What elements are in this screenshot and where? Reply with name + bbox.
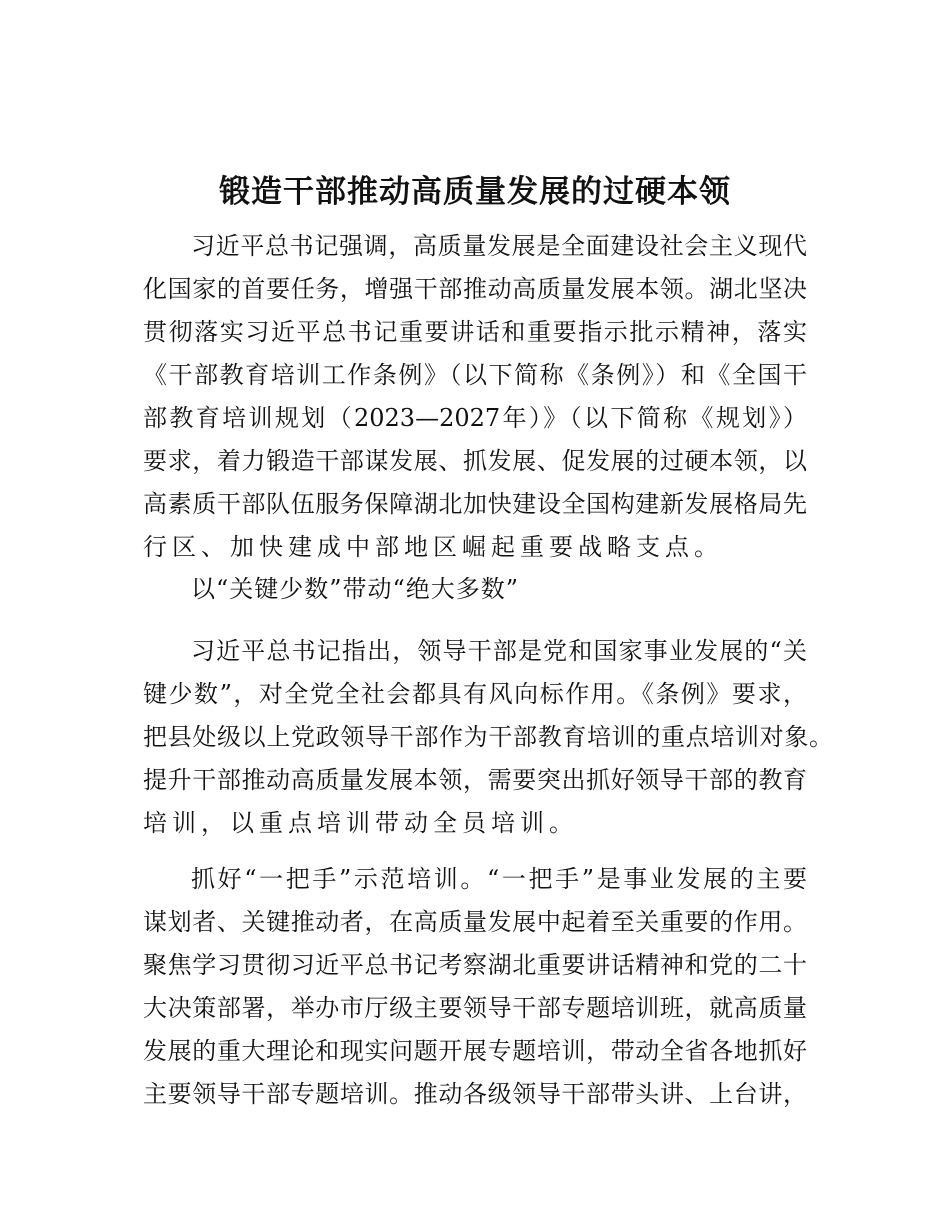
paragraph-1-line: 化国家的首要任务，增强干部推动高质量发展本领。湖北坚决	[143, 275, 807, 303]
paragraph-1-line: 部教育培训规划（2023—2027年）》（以下简称《规划》）	[143, 404, 807, 432]
paragraph-1-line: 行区、加快建成中部地区崛起重要战略支点。	[143, 533, 723, 561]
paragraph-2-line: 键少数”，对全党全社会都具有风向标作用。《条例》要求，	[143, 680, 807, 708]
paragraph-1-line: 《干部教育培训工作条例》（以下简称《条例》）和《全国干	[143, 361, 807, 389]
paragraph-3-line: 抓好“一把手”示范培训。“一把手”是事业发展的主要	[191, 865, 807, 893]
paragraph-3-line: 谋划者、关键推动者，在高质量发展中起着至关重要的作用。	[143, 908, 807, 936]
paragraph-3-line: 大决策部署，举办市厅级主要领导干部专题培训班，就高质量	[143, 994, 807, 1022]
paragraph-2-line: 把县处级以上党政领导干部作为干部教育培训的重点培训对象。	[143, 723, 833, 751]
paragraph-3-line: 聚焦学习贯彻习近平总书记考察湖北重要讲话精神和党的二十	[143, 951, 807, 979]
paragraph-3-line: 发展的重大理论和现实问题开展专题培训，带动全省各地抓好	[143, 1037, 807, 1065]
section-heading: 以“关键少数”带动“绝大多数”	[191, 575, 520, 603]
paragraph-1-line: 高素质干部队伍服务保障湖北加快建设全国构建新发展格局先	[143, 490, 807, 518]
paragraph-1-line: 贯彻落实习近平总书记重要讲话和重要指示批示精神，落实	[143, 318, 807, 346]
paragraph-1-line: 要求，着力锻造干部谋发展、抓发展、促发展的过硬本领，以	[143, 447, 807, 475]
paragraph-1-line: 习近平总书记强调，高质量发展是全面建设社会主义现代	[191, 232, 807, 260]
paragraph-2-line: 提升干部推动高质量发展本领，需要突出抓好领导干部的教育	[143, 766, 807, 794]
paragraph-3-line: 主要领导干部专题培训。推动各级领导干部带头讲、上台讲，	[143, 1080, 807, 1108]
document-title: 锻造干部推动高质量发展的过硬本领	[219, 174, 731, 210]
paragraph-2-line: 习近平总书记指出，领导干部是党和国家事业发展的“关	[191, 637, 807, 665]
paragraph-2-line: 培训，以重点培训带动全员培训。	[143, 809, 578, 837]
